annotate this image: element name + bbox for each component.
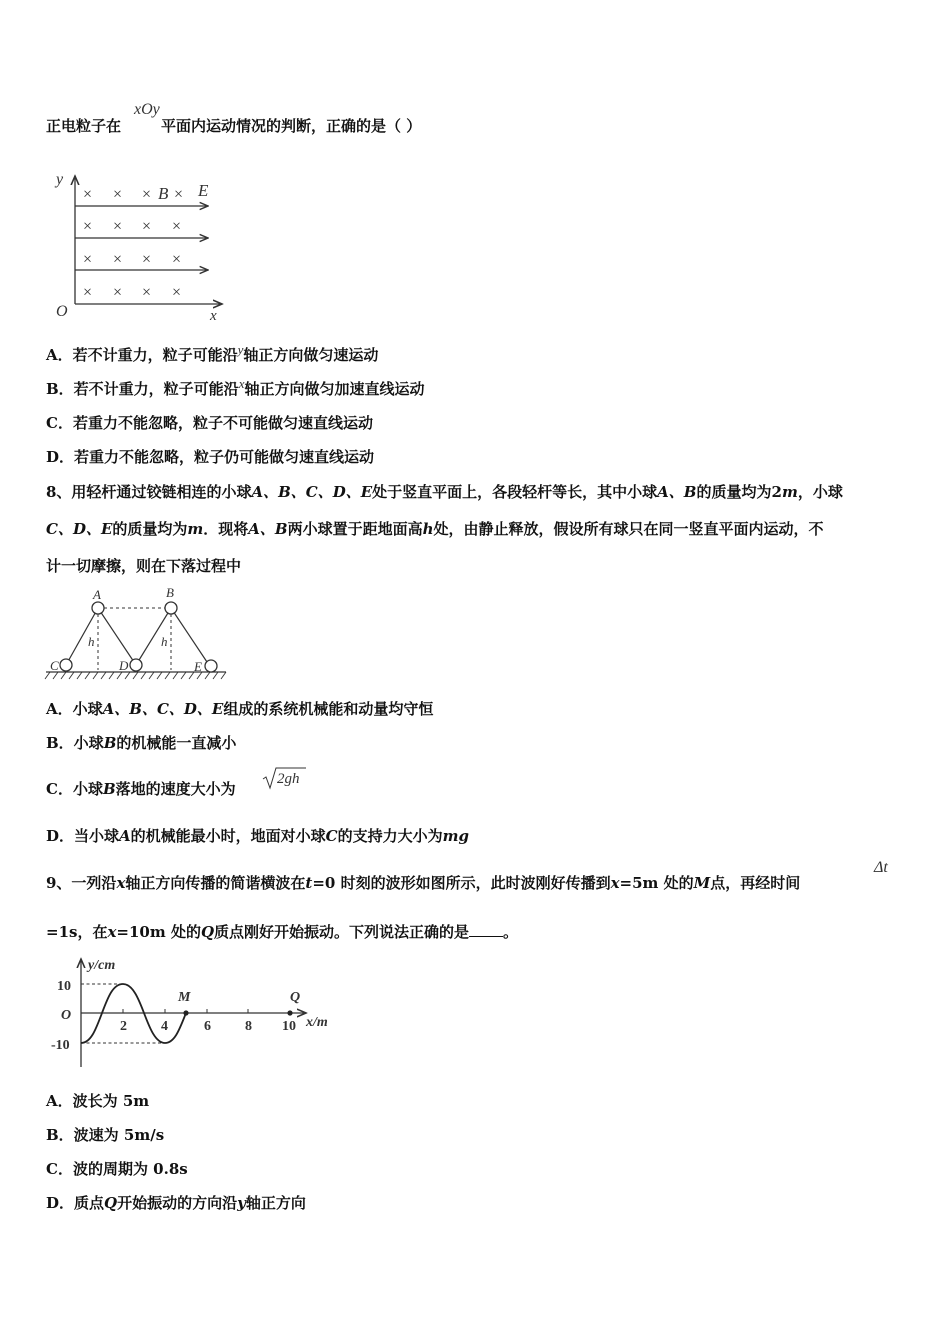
q9-stem-line1: 9、一列沿x轴正方向传播的简谐横波在t=0 时刻的波形如图所示，此时波刚好传播到x=5m 处的M点，再经时间	[46, 874, 801, 892]
point-m	[183, 1010, 188, 1015]
x-axis-unit-label: x/m	[306, 1015, 328, 1030]
svg-text:×: ×	[172, 284, 182, 301]
q8-stem-line1: 8、用轻杆通过铰链相连的小球A、B、C、D、E处于竖直平面上，各段轻杆等长，其中小球A、B的质量均为2m，小球	[46, 483, 843, 501]
height-label-1: h	[88, 634, 95, 649]
svg-text:×: ×	[83, 186, 93, 203]
m-label: M	[178, 990, 191, 1005]
svg-text:×: ×	[142, 186, 152, 203]
q8-option-b[interactable]: B．小球B的机械能一直减小	[46, 734, 237, 752]
svg-text:×: ×	[142, 251, 152, 268]
ball-c-label: C	[50, 658, 59, 673]
svg-text:×: ×	[83, 284, 93, 301]
y-neg-label: -10	[51, 1038, 70, 1053]
answer-blank[interactable]	[469, 922, 503, 937]
svg-text:×: ×	[174, 186, 184, 203]
q8-balls-figure	[44, 584, 234, 682]
b-field-crosses	[83, 186, 183, 301]
tick-6: 6	[204, 1019, 211, 1034]
x-axis-label: x	[210, 308, 217, 324]
point-q	[287, 1010, 292, 1015]
b-field-label: B	[158, 184, 169, 203]
ball-a-label: A	[93, 587, 101, 602]
svg-text:×: ×	[83, 218, 93, 235]
svg-text:2gh: 2gh	[277, 771, 300, 787]
y-axis-label: y	[56, 171, 64, 188]
q9-option-d[interactable]: D．质点Q开始振动的方向沿y轴正方向	[46, 1194, 306, 1212]
svg-text:×: ×	[83, 251, 93, 268]
q7-option-d[interactable]: D．若重力不能忽略，粒子仍可能做匀速直线运动	[46, 448, 375, 466]
tick-4: 4	[161, 1019, 168, 1034]
q8-stem-line2: C、D、E的质量均为m．现将A、B两小球置于距地面高h处，由静止释放，假设所有球只在同一竖直平面内运动，不	[46, 520, 824, 538]
ball-d-label: D	[119, 658, 129, 673]
q9-option-a[interactable]: A．波长为 5m	[46, 1092, 150, 1110]
ball-b-label: B	[166, 585, 174, 600]
height-label-2: h	[161, 634, 168, 649]
tick-10: 10	[282, 1019, 296, 1034]
q8-option-d[interactable]: D．当小球A的机械能最小时，地面对小球C的支持力大小为mg	[46, 827, 470, 845]
q7-xoy-symbol: xOy	[134, 101, 160, 118]
y-axis-unit-label: y/cm	[88, 958, 116, 973]
q-label: Q	[290, 990, 301, 1005]
tick-2: 2	[120, 1019, 127, 1034]
q9-option-c[interactable]: C．波的周期为 0.8s	[46, 1160, 188, 1178]
q7-option-c[interactable]: C．若重力不能忽略，粒子不可能做匀速直线运动	[46, 414, 373, 432]
svg-text:×: ×	[113, 186, 123, 203]
q9-option-b[interactable]: B．波速为 5m/s	[46, 1126, 165, 1144]
q7-option-a[interactable]: A．若不计重力，粒子可能沿y轴正方向做匀速运动	[46, 342, 379, 364]
q7-option-b[interactable]: B．若不计重力，粒子可能沿x轴正方向做匀加速直线运动	[46, 376, 425, 398]
tick-8: 8	[245, 1019, 252, 1034]
svg-text:×: ×	[113, 218, 123, 235]
sqrt-2gh-expression	[262, 765, 308, 791]
delta-t-symbol: Δt	[874, 859, 888, 876]
q7-stem: 正电粒子在 平面内运动情况的判断，正确的是（ ）	[46, 117, 422, 135]
svg-text:×: ×	[113, 284, 123, 301]
svg-text:×: ×	[113, 251, 123, 268]
ball-e-label: E	[194, 659, 202, 674]
svg-text:×: ×	[172, 218, 182, 235]
q8-stem-line3: 计一切摩擦，则在下落过程中	[46, 557, 242, 575]
q9-wave-figure	[44, 955, 344, 1075]
q9-stem-line2: =1s，在x=10m 处的Q质点刚好开始振动。下列说法正确的是 。	[46, 923, 519, 941]
q8-option-a[interactable]: A．小球A、B、C、D、E组成的系统机械能和动量均守恒	[46, 700, 434, 718]
svg-text:×: ×	[172, 251, 182, 268]
svg-text:×: ×	[142, 284, 152, 301]
svg-text:×: ×	[142, 218, 152, 235]
origin-label: O	[56, 303, 68, 320]
e-field-label: E	[198, 181, 209, 200]
q8-option-c[interactable]: C．小球B落地的速度大小为	[46, 780, 236, 798]
y-pos-label: 10	[57, 979, 71, 994]
wave-origin-label: O	[61, 1008, 72, 1023]
q7-field-figure	[50, 166, 230, 326]
